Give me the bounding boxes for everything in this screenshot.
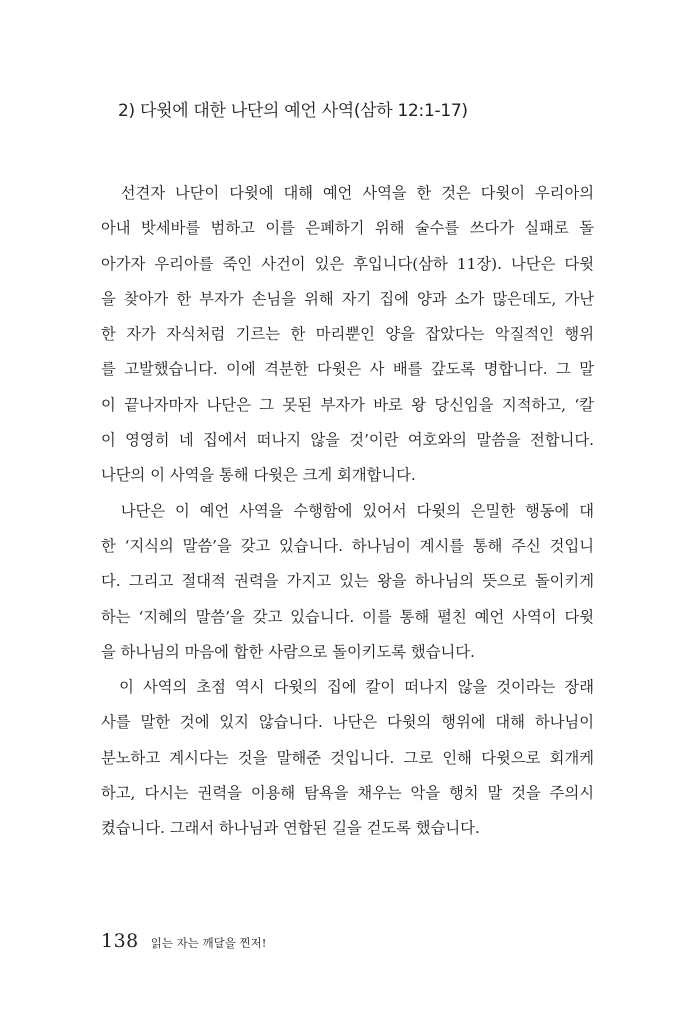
body-line: 하는 ‘지혜의 말씀’을 갖고 있습니다. 이를 통해 펼친 예언 사역이 다윗 bbox=[101, 607, 594, 626]
body-line: 분노하고 계시다는 것을 말해준 것입니다. 그로 인해 다윗으로 회개케 bbox=[101, 748, 594, 767]
body-line: 선견자 나단이 다윗에 대해 예언 사역을 한 것은 다윗이 우리아의 bbox=[101, 184, 594, 202]
body-line: 한 자가 자식처럼 기르는 한 마리뿐인 양을 잡았다는 악질적인 행위 bbox=[101, 325, 594, 344]
section-heading: 2) 다윗에 대한 나단의 예언 사역(삼하 12:1-17) bbox=[118, 101, 468, 121]
running-title: 읽는 자는 깨달을 찐저! bbox=[150, 936, 267, 950]
body-line: 를 고발했습니다. 이에 격분한 다윗은 사 배를 갚도록 명합니다. 그 말 bbox=[101, 360, 594, 379]
page-footer bbox=[101, 930, 266, 952]
body-line: 아가자 우리아를 죽인 사건이 있은 후입니다(삼하 11장). 나단은 다윗 bbox=[101, 254, 594, 273]
body-line: 이 끝나자마자 나단은 그 못된 부자가 바로 왕 당신임을 지적하고, ‘칼 bbox=[101, 395, 594, 414]
body-line: 다. 그리고 절대적 권력을 가지고 있는 왕을 하나님의 뜻으로 돌이키게 bbox=[101, 572, 594, 591]
body-line: 사를 말한 것에 있지 않습니다. 나단은 다윗의 행위에 대해 하나님이 bbox=[101, 713, 594, 732]
body-line: 하고, 다시는 권력을 이용해 탐욕을 채우는 악을 행치 말 것을 주의시 bbox=[101, 784, 594, 803]
body-line: 나단의 이 사역을 통해 다윗은 크게 회개합니다. bbox=[101, 466, 416, 485]
body-line: 을 찾아가 한 부자가 손님을 위해 자기 집에 양과 소가 많은데도, 가난 bbox=[101, 289, 594, 308]
body-line: 켰습니다. 그래서 하나님과 연합된 길을 걷도록 했습니다. bbox=[101, 819, 480, 838]
page-number: 138 bbox=[101, 930, 139, 952]
body-line: 한 ‘지식의 말씀’을 갖고 있습니다. 하나님이 계시를 통해 주신 것입니 bbox=[101, 536, 594, 555]
body-line: 이 사역의 초점 역시 다윗의 집에 칼이 떠나지 않을 것이라는 장래 bbox=[101, 678, 594, 697]
body-text bbox=[101, 176, 594, 847]
body-line: 을 하나님의 마음에 합한 사람으로 돌이키도록 했습니다. bbox=[101, 642, 475, 661]
body-line: 나단은 이 예언 사역을 수행함에 있어서 다윗의 은밀한 행동에 대 bbox=[101, 501, 594, 520]
body-line: 이 영영히 네 집에서 떠나지 않을 것’이란 여호와의 말씀을 전합니다. bbox=[101, 431, 594, 450]
body-line: 아내 밧세바를 범하고 이를 은폐하기 위해 술수를 쓰다가 실패로 돌 bbox=[101, 219, 594, 238]
